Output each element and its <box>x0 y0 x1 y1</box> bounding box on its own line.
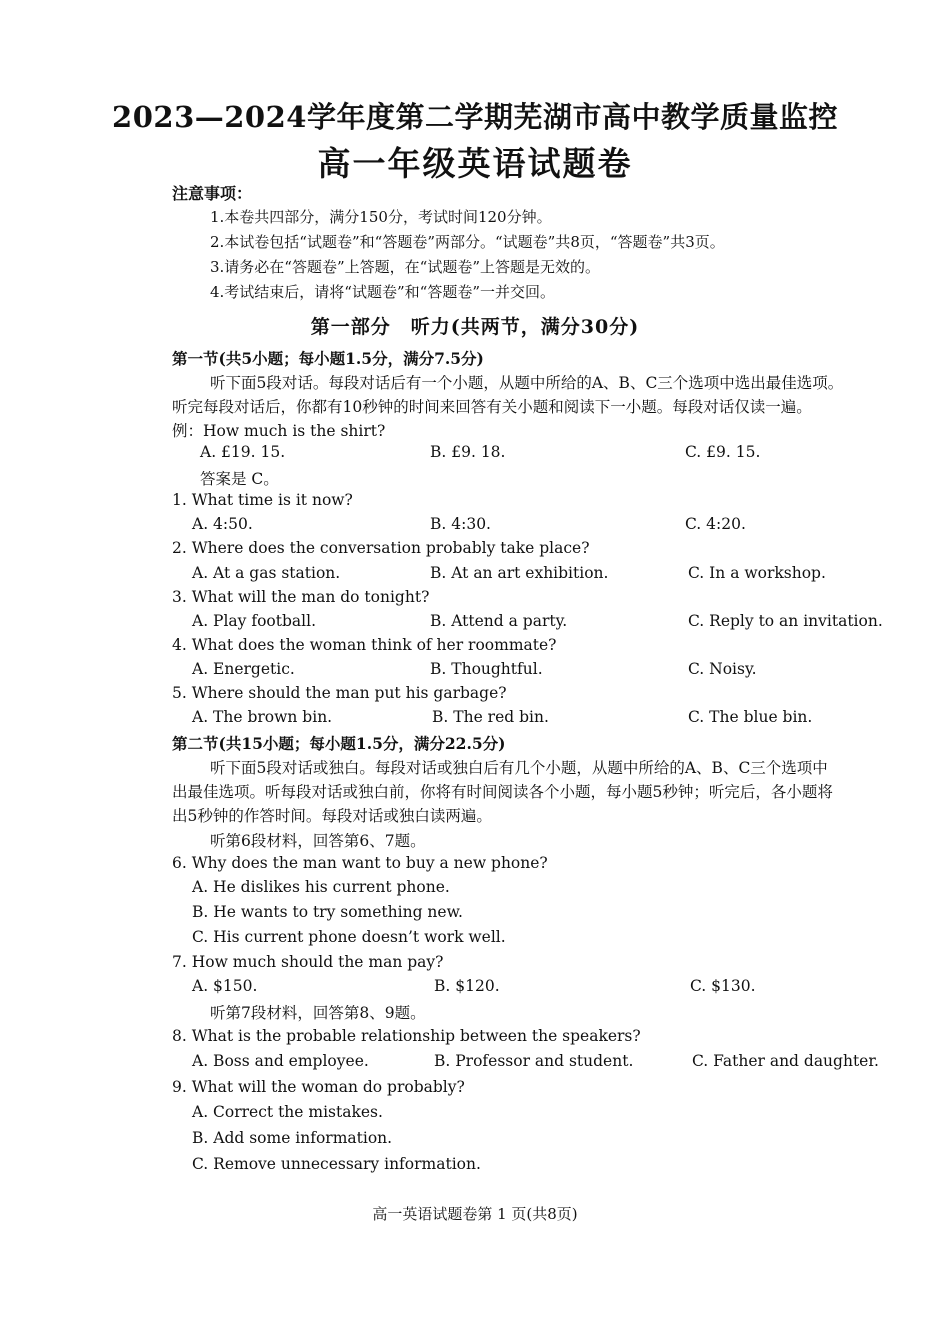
instruction-text: 听完每段对话后，你都有10秒钟的时间来回答有关小题和阅读下一小题。每段对话仅读一遍。 <box>172 398 812 416</box>
instruction-text: 听下面5段对话或独白。每段对话或独白后有几个小题，从题中所给的A、B、C三个选项中 <box>210 759 828 777</box>
option-c: C. 4:20. <box>685 515 746 533</box>
example-answer: 答案是 C。 <box>200 470 279 488</box>
question: 4. What does the woman think of her roommate? <box>172 636 557 654</box>
instruction-text: 出5秒钟的作答时间。每段对话或独白读两遍。 <box>172 807 492 825</box>
option-c: C. Noisy. <box>688 660 757 678</box>
material-label: 听第7段材料，回答第8、9题。 <box>210 1004 426 1022</box>
notice-item: 1.本卷共四部分，满分150分，考试时间120分钟。 <box>210 208 552 226</box>
example-question: 例：How much is the shirt? <box>172 422 386 440</box>
option-c: C. $130. <box>690 977 756 995</box>
option-a: A. Play football. <box>192 612 316 630</box>
section-heading: 第一节(共5小题；每小题1.5分，满分7.5分) <box>172 349 484 368</box>
page-footer: 高一英语试题卷第 1 页(共8页) <box>372 1205 578 1223</box>
exam-title: 2023—2024学年度第二学期芜湖市高中教学质量监控 <box>112 100 838 134</box>
option-c: C. Father and daughter. <box>692 1052 879 1070</box>
notice-item: 2.本试卷包括“试题卷”和“答题卷”两部分。“试题卷”共8页，“答题卷”共3页。 <box>210 233 725 251</box>
question: 7. How much should the man pay? <box>172 953 444 971</box>
material-label: 听第6段材料，回答第6、7题。 <box>210 832 426 850</box>
option-a: A. Energetic. <box>192 660 295 678</box>
instruction-text: 听下面5段对话。每段对话后有一个小题，从题中所给的A、B、C三个选项中选出最佳选项。 <box>210 374 844 392</box>
option-c: C. The blue bin. <box>688 708 813 726</box>
option-a: A. At a gas station. <box>192 564 341 582</box>
option-a: A. He dislikes his current phone. <box>192 878 450 896</box>
option-b: B. Attend a party. <box>430 612 568 630</box>
part-title: 第一部分 听力(共两节，满分30分) <box>310 316 640 338</box>
option-b: B. Add some information. <box>192 1129 393 1147</box>
option-b: B. Thoughtful. <box>430 660 543 678</box>
option-b: B. Professor and student. <box>434 1052 634 1070</box>
question: 2. Where does the conversation probably take place? <box>172 539 590 557</box>
option-c: C. His current phone doesn’t work well. <box>192 928 506 946</box>
option-b: B. The red bin. <box>432 708 549 726</box>
option-c: C. Reply to an invitation. <box>688 612 883 630</box>
question: 3. What will the man do tonight? <box>172 588 430 606</box>
question: 6. Why does the man want to buy a new phone? <box>172 854 548 872</box>
option-b: B. At an art exhibition. <box>430 564 609 582</box>
instruction-text: 出最佳选项。听每段对话或独白前，你将有时间阅读各个小题，每小题5秒钟；听完后，各小题将 <box>172 783 833 801</box>
option-a: A. Correct the mistakes. <box>192 1103 383 1121</box>
notice-item: 4.考试结束后，请将“试题卷”和“答题卷”一并交回。 <box>210 283 555 301</box>
option-b: B. He wants to try something new. <box>192 903 463 921</box>
notice-heading: 注意事项： <box>172 184 253 203</box>
option-a: A. $150. <box>192 977 258 995</box>
option-a: A. 4:50. <box>192 515 253 533</box>
option-b: B. 4:30. <box>430 515 491 533</box>
question: 1. What time is it now? <box>172 491 353 509</box>
option-a: A. £19. 15. <box>200 443 286 461</box>
option-c: C. In a workshop. <box>688 564 826 582</box>
question: 5. Where should the man put his garbage? <box>172 684 507 702</box>
option-b: B. $120. <box>434 977 500 995</box>
exam-subtitle: 高一年级英语试题卷 <box>317 144 633 183</box>
option-c: C. £9. 15. <box>685 443 761 461</box>
notice-item: 3.请务必在“答题卷”上答题，在“试题卷”上答题是无效的。 <box>210 258 600 276</box>
option-a: A. The brown bin. <box>192 708 333 726</box>
question: 9. What will the woman do probably? <box>172 1078 465 1096</box>
question: 8. What is the probable relationship between the speakers? <box>172 1027 641 1045</box>
option-b: B. £9. 18. <box>430 443 506 461</box>
option-a: A. Boss and employee. <box>192 1052 369 1070</box>
section-heading: 第二节(共15小题；每小题1.5分，满分22.5分) <box>172 734 506 753</box>
option-c: C. Remove unnecessary information. <box>192 1155 481 1173</box>
